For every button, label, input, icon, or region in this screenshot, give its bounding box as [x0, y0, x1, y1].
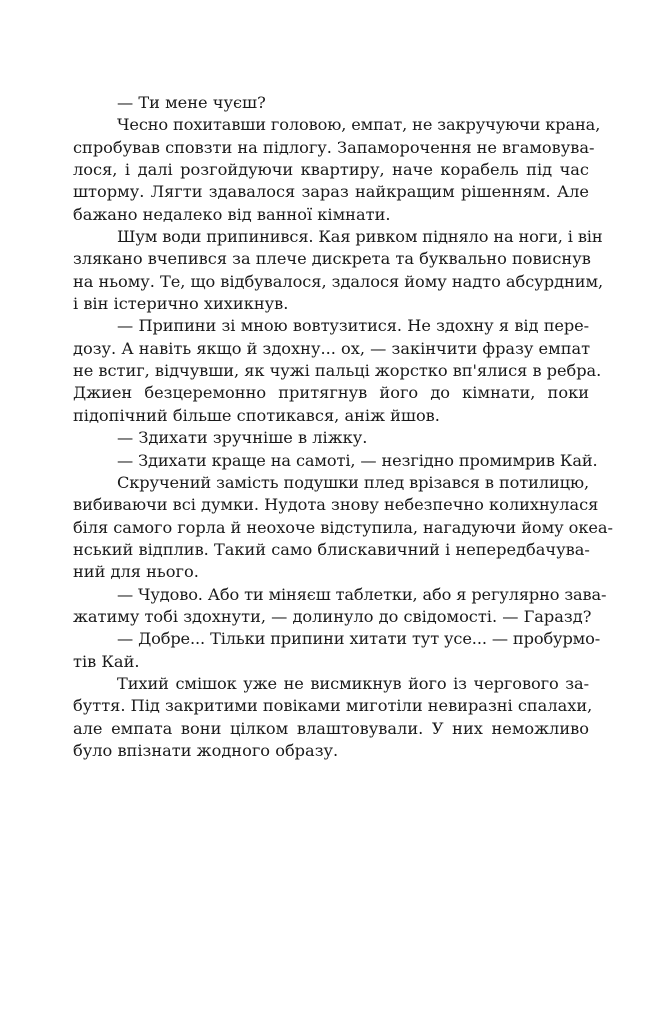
text-line: лося, і далі розгойдуючи квартиру, наче корабель під час — [73, 160, 589, 180]
text-line: злякано вчепився за плече дискрета та буквально повиснув — [73, 249, 591, 269]
text-line: Чесно похитавши головою, емпат, не закручуючи крана, — [117, 115, 601, 135]
text-line: Шум води припинився. Кая ривком підняло на ноги, і він — [117, 227, 603, 247]
paragraph-10 — [73, 673, 593, 762]
paragraph-9 — [73, 628, 601, 673]
text-line: — Ти мене чуєш? — [117, 93, 266, 112]
text-line: не встиг, відчувши, як чужі пальці жорстко вп'ялися в ребра. — [73, 361, 602, 381]
text-line: і він істерично хихикнув. — [73, 294, 289, 314]
text-line: але емпата вони цілком влаштовували. У них неможливо — [73, 718, 589, 738]
text-line: бажано недалеко від ванної кімнати. — [73, 204, 391, 224]
text-line: ний для нього. — [73, 562, 199, 582]
text-line: — Припини зі мною вовтузитися. Не здохну я від пере- — [117, 316, 589, 336]
book-page — [73, 92, 613, 762]
text-line: Джиен безцеремонно притягнув його до кімнати, поки — [73, 383, 589, 403]
paragraph-4 — [73, 315, 602, 427]
text-line: буття. Під закритими повіками миготіли невиразні спалахи, — [73, 696, 593, 716]
text-line: — Чудово. Або ти міняєш таблетки, або я регулярно зава- — [117, 584, 607, 604]
text-line: — Здихати краще на самоті, — незгідно промимрив Кай. — [117, 450, 598, 470]
text-line: — Добре... Тільки припини хитати тут усе... — пробурмо- — [117, 629, 601, 649]
text-line: нський відплив. Такий само блискавичний і непередбачува- — [73, 539, 590, 559]
text-line: Тихий смішок уже не висмикнув його із чергового за- — [117, 673, 589, 693]
text-line: на ньому. Те, що відбувалося, здалося йому надто абсурдним, — [73, 271, 604, 291]
paragraph-7 — [73, 472, 613, 584]
text-line: було впізнати жодного образу. — [73, 740, 339, 760]
paragraph-6 — [73, 450, 598, 472]
paragraph-8 — [73, 584, 607, 629]
text-line: тів Кай. — [73, 651, 140, 671]
text-line: дозу. А навіть якщо й здохну... ох, — закінчити фразу емпат — [73, 338, 591, 358]
text-line: біля самого горла й неохоче відступила, нагадуючи йому океа- — [73, 517, 613, 537]
text-line: Скручений замість подушки плед врізався в потилицю, — [117, 472, 589, 492]
paragraph-1 — [73, 92, 589, 114]
paragraph-3 — [73, 226, 604, 315]
text-line: жатиму тобі здохнути, — долинуло до свідомості. — Гаразд? — [73, 606, 592, 626]
text-line: підопічний більше спотикався, аніж йшов. — [73, 405, 440, 425]
text-line: — Здихати зручніше в ліжку. — [117, 428, 368, 448]
text-line: спробував сповзти на підлогу. Запаморочення не вгамовува- — [73, 137, 595, 157]
text-line: вибиваючи всі думки. Нудота знову небезпечно колихнулася — [73, 495, 599, 515]
text-line: шторму. Лягти здавалося зараз найкращим рішенням. Але — [73, 182, 589, 202]
paragraph-5 — [73, 427, 589, 449]
paragraph-2 — [73, 114, 601, 226]
